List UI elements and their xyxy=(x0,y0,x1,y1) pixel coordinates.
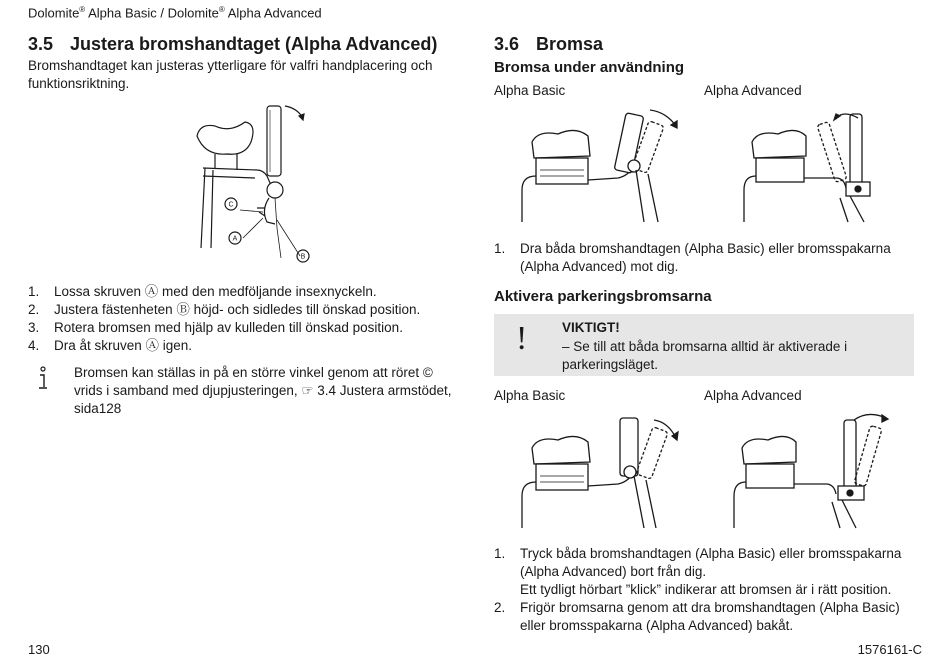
list-item: 3. Rotera bromsen med hjälp av kulleden till önskad position. xyxy=(28,320,403,335)
alpha-advanced-brake-figure xyxy=(740,104,900,226)
warning-text: – Se till att båda bromsarna alltid är aktiverade i parkeringsläget. xyxy=(562,339,848,372)
note-text: Bromsen kan ställas in på en större vinkel genom att röret © vrids i samband med djupjusteringen, ☞ 3.4 Justera armstödet, sida128 xyxy=(74,365,452,416)
info-icon xyxy=(36,366,50,390)
list-item: 1. Tryck båda bromshandtagen (Alpha Basic) eller bromsspakarna (Alpha Advanced) bort från dig. Ett tydligt hörbart ”klick” indikerar att bromsen är i rätt position. xyxy=(494,546,902,597)
label-alpha-advanced-2: Alpha Advanced xyxy=(704,388,802,403)
callout-a: A xyxy=(232,235,238,243)
list-item: 1. Dra båda bromshandtagen (Alpha Basic) eller bromsspakarna (Alpha Advanced) mot dig. xyxy=(494,241,891,274)
list-item: 4. Dra åt skruven Ⓐ igen. xyxy=(28,338,193,353)
brake-handle-adjust-figure xyxy=(185,98,315,264)
alpha-advanced-park-figure xyxy=(730,408,900,532)
subheading-parking-brakes: Aktivera parkeringsbromsarna xyxy=(494,288,712,305)
document-number: 1576161-C xyxy=(857,642,922,657)
label-alpha-advanced: Alpha Advanced xyxy=(704,83,802,98)
warning-title: VIKTIGT! xyxy=(562,320,620,335)
alpha-basic-park-figure xyxy=(518,408,688,532)
callout-b: B xyxy=(300,253,306,261)
label-alpha-basic: Alpha Basic xyxy=(494,83,566,98)
adjust-steps-list xyxy=(28,283,448,355)
page-number: 130 xyxy=(28,642,50,657)
callout-c: C xyxy=(228,201,234,209)
braking-steps-list xyxy=(494,240,914,276)
running-header: Dolomite® Alpha Basic / Dolomite® Alpha Advanced xyxy=(28,5,322,21)
section-heading-3-5: 3.5 Justera bromshandtaget (Alpha Advanced) xyxy=(28,34,438,54)
list-item: 1. Lossa skruven Ⓐ med den medföljande insexnyckeln. xyxy=(28,284,377,299)
parking-steps-list xyxy=(494,545,919,635)
list-item: 2. Frigör bromsarna genom att dra bromshandtagen (Alpha Basic) eller bromsspakarna (Alpha Advanced) bakåt. xyxy=(494,600,900,633)
alpha-basic-brake-figure xyxy=(518,104,688,226)
intro-paragraph: Bromshandtaget kan justeras ytterligare för valfri handplacering och funktionsriktning. xyxy=(28,58,433,91)
warning-icon: ! xyxy=(516,320,528,357)
label-alpha-basic-2: Alpha Basic xyxy=(494,388,566,403)
list-item: 2. Justera fästenheten Ⓑ höjd- och sidledes till önskad position. xyxy=(28,302,421,317)
section-heading-3-6: 3.6 Bromsa xyxy=(494,34,604,54)
warning-box xyxy=(494,314,914,376)
subheading-braking: Bromsa under användning xyxy=(494,59,685,76)
